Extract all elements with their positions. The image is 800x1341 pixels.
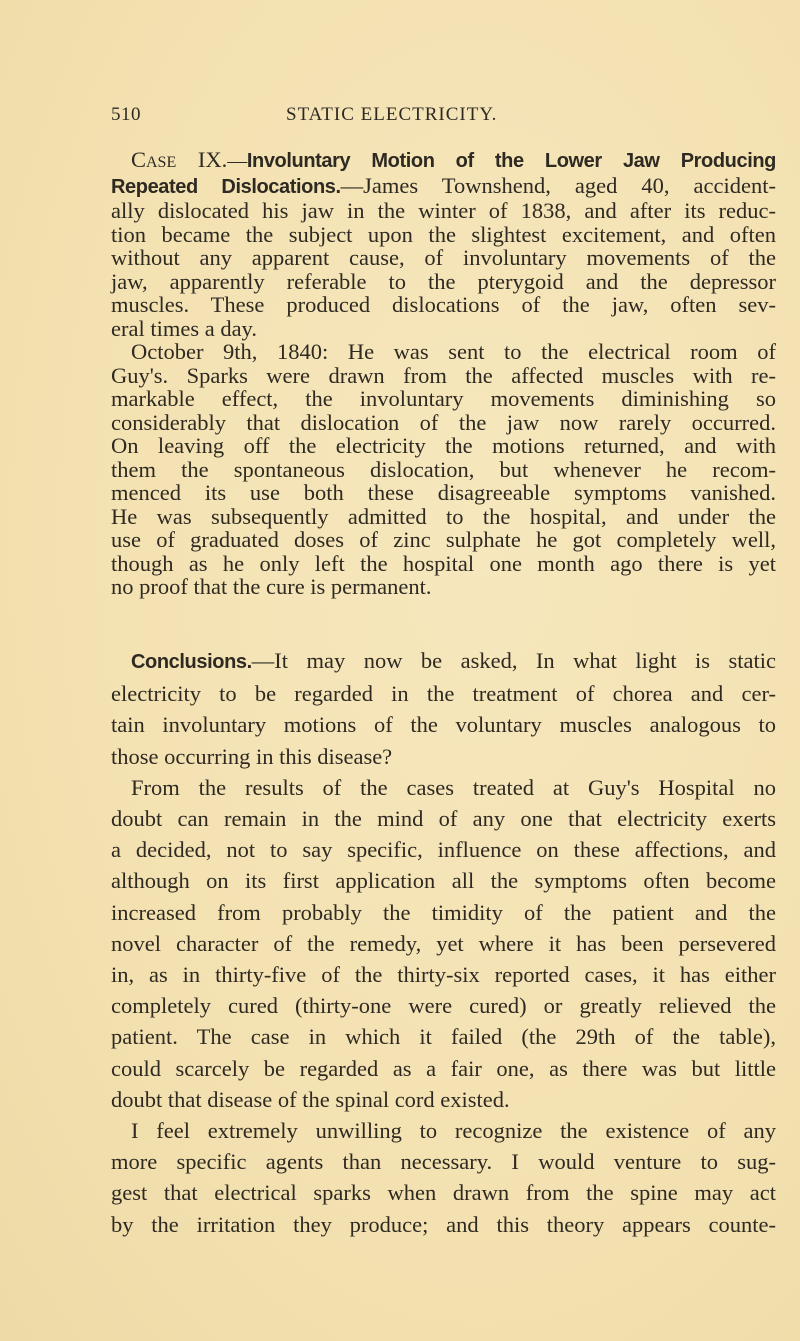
case-text-line: muscles. These produced dislocations of the jaw, often sev- — [111, 292, 776, 317]
conclusions-section — [111, 645, 776, 1240]
results-text-line: could scarcely be regarded as a fair one, as there was but little — [111, 1055, 776, 1081]
final-text-line: gest that electrical sparks when drawn from the spine may act — [111, 1180, 776, 1206]
final-text-line: by the irritation they produce; and this theory appears counte- — [111, 1211, 776, 1237]
results-text-line: novel character of the remedy, yet where it has been persevered — [111, 930, 776, 956]
october-text-line: use of graduated doses of zinc sulphate he got completely well, — [111, 527, 776, 552]
conclusions-paragraph — [111, 645, 776, 772]
running-head — [111, 104, 776, 132]
case-text-line: tion became the subject upon the slightest excitement, and often — [111, 221, 776, 247]
case-text-line: jaw, apparently referable to the pterygoid and the depressor — [111, 268, 776, 294]
case-heading-part2: Repeated Dislocations. — [111, 175, 341, 198]
conclusions-heading: Conclusions. — [131, 651, 252, 673]
results-text-line: although on its first application all the symptoms often become — [111, 868, 776, 894]
october-text-line: markable effect, the involuntary movements diminishing so — [111, 386, 776, 411]
results-paragraph — [111, 772, 776, 1115]
october-text-line: menced its use both these disagreeable symptoms vanished. — [111, 480, 776, 505]
case-label: Case IX. — [131, 147, 228, 172]
results-text-line: From the results of the cases treated at Guy's Hospital no — [131, 774, 776, 800]
october-text-line: On leaving off the electricity the motions returned, and with — [111, 433, 776, 458]
results-text-line: doubt that disease of the spinal cord existed. — [111, 1086, 510, 1112]
case-heading-part1: —Involuntary Motion of the Lower Jaw Producing — [227, 150, 776, 172]
results-text-line: a decided, not to say specific, influence on these affections, and — [111, 837, 776, 863]
october-text-line: no proof that the cure is permanent. — [111, 574, 432, 599]
results-text-line: doubt can remain in the mind of any one that electricity exerts — [111, 806, 776, 832]
final-text-line: I feel extremely unwilling to recognize the existence of any — [131, 1118, 776, 1144]
october-text-line: October 9th, 1840: He was sent to the electrical room of — [131, 339, 776, 364]
results-text-line: in, as in thirty-five of the thirty-six reported cases, it has either — [111, 962, 776, 988]
results-text-line: completely cured (thirty-one were cured) or greatly relieved the — [111, 993, 776, 1019]
results-text-line: patient. The case in which it failed (the 29th of the table), — [111, 1024, 776, 1050]
october-text-line: considerably that dislocation of the jaw now rarely occurred. — [111, 409, 776, 435]
conclusions-text-line: tain involuntary motions of the voluntary muscles analogous to — [111, 712, 776, 738]
conclusions-text-line: electricity to be regarded in the treatment of chorea and cer- — [111, 681, 776, 707]
october-text-line: them the spontaneous dislocation, but whenever he recom- — [111, 456, 776, 482]
october-paragraph — [111, 340, 776, 599]
october-text-line: Guy's. Sparks were drawn from the affected muscles with re- — [111, 362, 776, 388]
results-text-line: increased from probably the timidity of the patient and the — [111, 899, 776, 925]
case-text-line: eral times a day. — [111, 315, 257, 341]
october-text-line: though as he only left the hospital one month ago there is yet — [111, 550, 776, 576]
case-heading-line — [111, 148, 776, 174]
page-number: 510 — [111, 104, 141, 125]
case-section — [111, 148, 776, 599]
case-paragraph — [111, 148, 776, 340]
conclusions-text-line: Conclusions.—It may now be asked, In what light is static — [131, 648, 776, 673]
case-text-line: without any apparent cause, of involuntary movements of the — [111, 245, 776, 270]
final-text-line: more specific agents than necessary. I would venture to sug- — [111, 1149, 776, 1175]
final-paragraph — [111, 1115, 776, 1240]
case-text-line: ally dislocated his jaw in the winter of 1838, and after its reduc- — [111, 198, 776, 223]
october-text-line: He was subsequently admitted to the hospital, and under the — [111, 503, 776, 529]
case-text-line: Repeated Dislocations.—James Townshend, aged 40, accident- — [111, 172, 776, 198]
running-head-title: STATIC ELECTRICITY. — [286, 104, 498, 125]
conclusions-text-line: those occurring in this disease? — [111, 743, 393, 769]
